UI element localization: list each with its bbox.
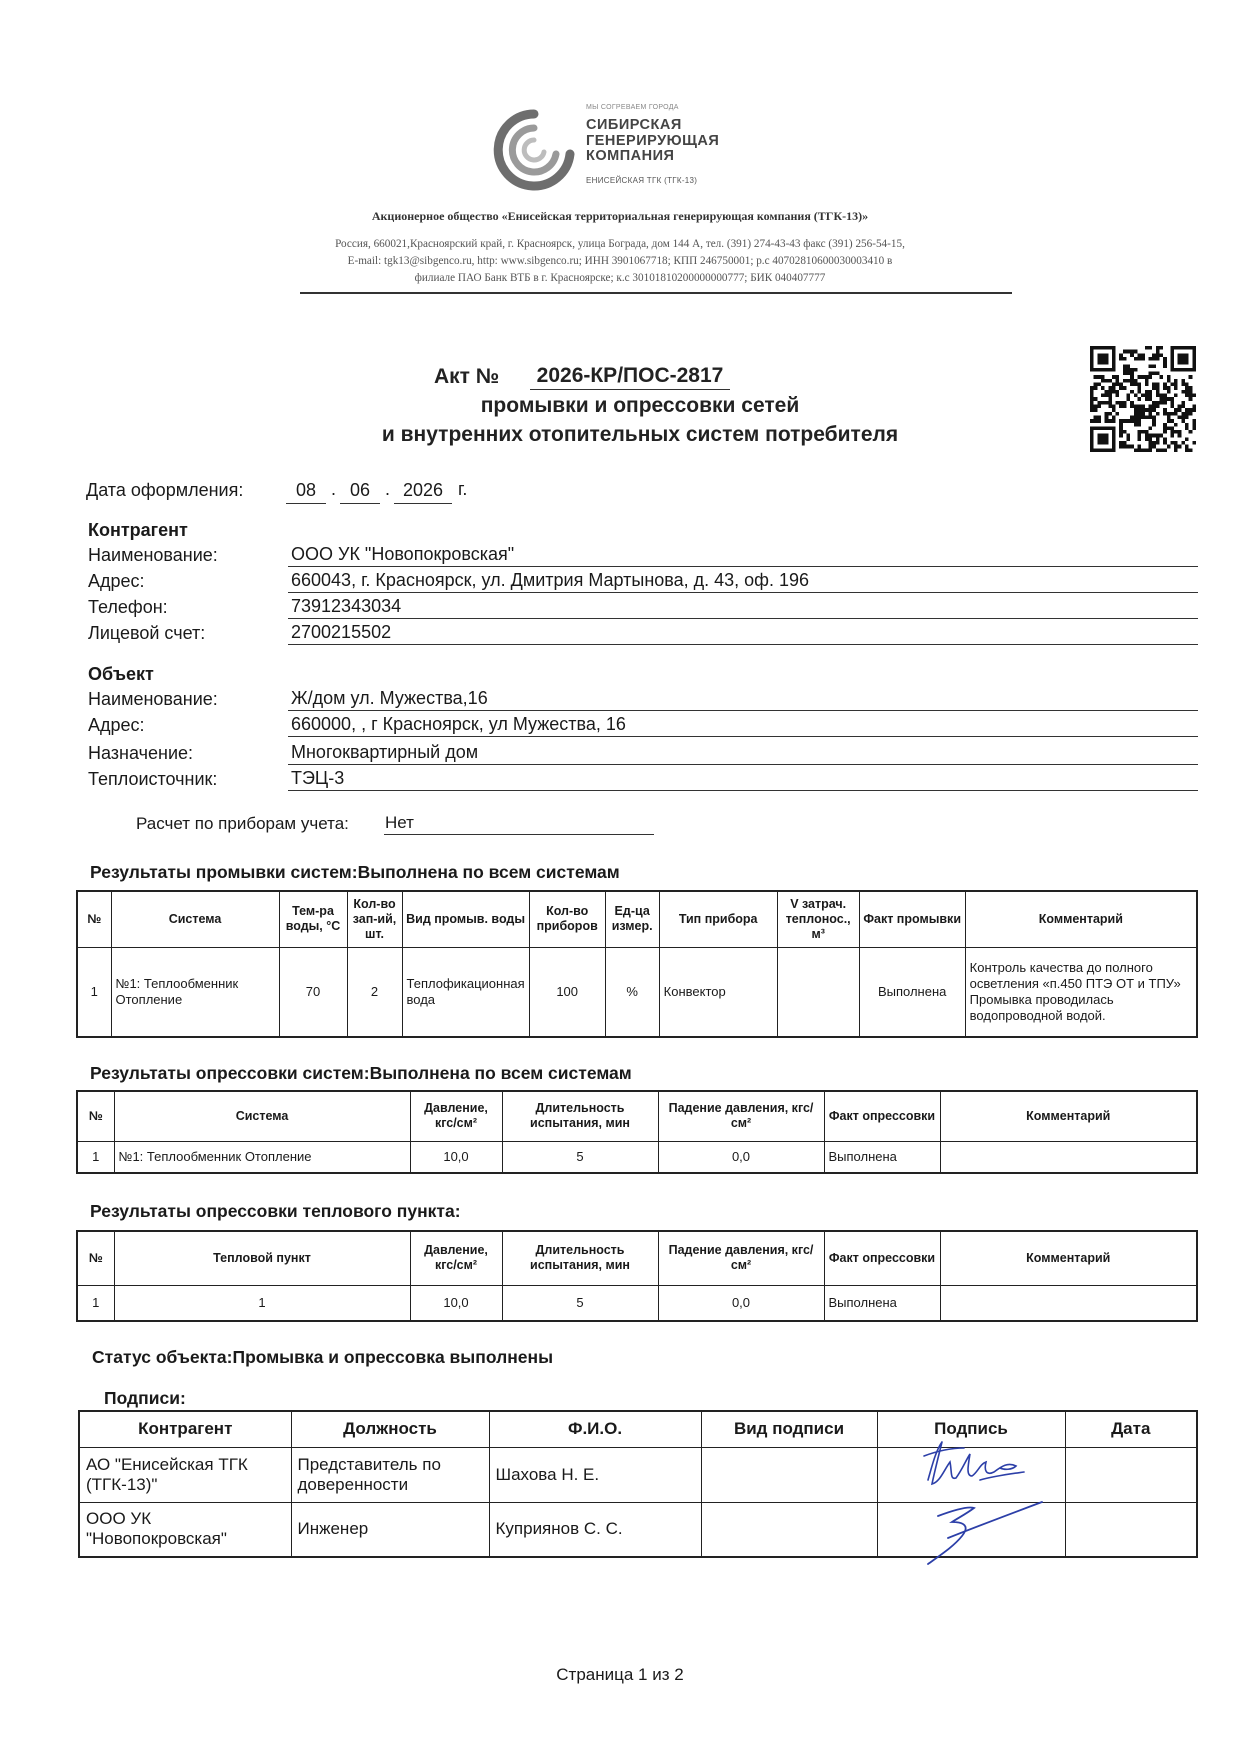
counterparty-address: 660043, г. Красноярск, ул. Дмитрия Мартынова, д. 43, оф. 196 — [288, 568, 1198, 593]
table-row: АО "Енисейская ТГК (ТГК-13)" Представитель по доверенности Шахова Н. Е. — [79, 1447, 1197, 1502]
logo-tagline: МЫ СОГРЕВАЕМ ГОРОДА — [586, 104, 679, 111]
counterparty-account: 2700215502 — [288, 620, 1198, 645]
object-purpose: Многоквартирный дом — [288, 740, 1198, 765]
flush-results-heading: Результаты промывки систем:Выполнена по всем системам — [90, 862, 620, 882]
object-source: ТЭЦ-3 — [288, 766, 1198, 791]
counterparty-name: ООО УК "Новопокровская" — [288, 542, 1198, 567]
pressure-results-table: № Система Давление, кгс/см² Длительность испытания, мин Падение давления, кгс/см² Факт опрессовки Комментарий 1 №1: Теплообменник Отопление 10,0 5 0,0 Выполнена — [76, 1090, 1198, 1174]
signatures-table: Контрагент Должность Ф.И.О. Вид подписи Подпись Дата АО "Енисейская ТГК (ТГК-13)" Представитель по доверенности Шахова Н. Е. ООО УК "Новопокровская" Инженер Куприянов С. С. — [78, 1410, 1198, 1558]
counterparty-name-field: Наименование: ООО УК "Новопокровская" — [88, 542, 1198, 568]
date-label: Дата оформления: — [86, 480, 244, 500]
counterparty-address-field: Адрес: 660043, г. Красноярск, ул. Дмитрия Мартынова, д. 43, оф. 196 — [88, 568, 1198, 594]
heatpoint-results-heading: Результаты опрессовки теплового пункта: — [90, 1201, 461, 1221]
counterparty-phone: 73912343034 — [288, 594, 1198, 619]
flush-results-table: № Система Тем-ра воды, °С Кол-во зап-ий, шт. Вид промыв. воды Кол-во приборов Ед-ца измер. Тип прибора V затрач. теплонос., м³ Факт промывки Комментарий 1 №1: Теплообменник Отопление 70 2 Теплофикационная вода 100 % Конвектор Выполнена Контроль качества до полного осветления «п.450 ПТЭ ОТ и ТПУ» Промывка проводилась водопроводной водой. — [76, 890, 1198, 1038]
table-row: ООО УК "Новопокровская" Инженер Куприянов С. С. — [79, 1502, 1197, 1557]
page-number: Страница 1 из 2 — [556, 1665, 684, 1684]
counterparty-heading: Контрагент — [88, 520, 188, 540]
date-year: 2026 — [394, 478, 452, 504]
issue-date: Дата оформления: 08 . 06 . 2026 г. — [86, 478, 686, 506]
table-row: 1 1 10,0 5 0,0 Выполнена — [77, 1285, 1197, 1321]
object-source-field: Теплоисточник: ТЭЦ-3 — [88, 766, 1198, 792]
counterparty-account-field: Лицевой счет: 2700215502 — [88, 620, 1198, 646]
title-line-3: и внутренних отопительных систем потребителя — [381, 423, 899, 446]
object-address-field: Адрес: 660000, , г Красноярск, ул Мужества, 16 — [88, 712, 1198, 738]
meter-value: Нет — [384, 812, 654, 835]
logo-subtitle: ЕНИСЕЙСКАЯ ТГК (ТГК-13) — [586, 176, 698, 185]
title-line-2: промывки и опрессовки сетей — [480, 394, 800, 417]
company-full-name: Акционерное общество «Енисейская территориальная генерирующая компания (ТГК-13)» — [371, 209, 869, 223]
act-prefix: Акт № — [434, 365, 500, 388]
table-row: 1 №1: Теплообменник Отопление 10,0 5 0,0 Выполнена — [77, 1141, 1197, 1173]
object-address: 660000, , г Красноярск, ул Мужества, 16 — [288, 712, 1198, 737]
date-month: 06 — [340, 478, 380, 504]
handwritten-signature-1 — [920, 1436, 1030, 1494]
logo-name: СИБИРСКАЯ ГЕНЕРИРУЮЩАЯ КОМПАНИЯ — [586, 117, 720, 164]
qr-code-icon — [1090, 346, 1196, 452]
handwritten-signature-2 — [918, 1496, 1046, 1570]
signatures-heading: Подписи: — [104, 1388, 186, 1408]
company-logo — [492, 100, 752, 192]
date-day: 08 — [286, 478, 326, 504]
act-number: 2026-КР/ПОС-2817 — [530, 362, 730, 390]
date-suffix: г. — [458, 479, 468, 499]
heatpoint-results-table: № Тепловой пункт Давление, кгс/см² Длительность испытания, мин Падение давления, кгс/см² Факт опрессовки Комментарий 1 1 10,0 5 0,0 Выполнена — [76, 1230, 1198, 1322]
sgk-logo-icon — [492, 108, 576, 192]
counterparty-phone-field: Телефон: 73912343034 — [88, 594, 1198, 620]
letterhead-divider — [300, 292, 1012, 294]
company-details: Россия, 660021,Красноярский край, г. Красноярск, улица Бограда, дом 144 А, тел. (391) 274-43-43 факс (391) 256-54-15, E-mail: tgk13@sibgenco.ru, http: www.sibgenco.ru; ИНН 3901067718; КПП 246750001; р.с 40702810600030003410 в филиале ПАО Банк ВТБ в г. Красноярске; к.с 30101810200000000777; БИК 040407777 — [335, 238, 905, 284]
table-row: 1 №1: Теплообменник Отопление 70 2 Теплофикационная вода 100 % Конвектор Выполнена Контроль качества до полного осветления «п.450 ПТЭ ОТ и ТПУ» Промывка проводилась водопроводной водой. — [77, 947, 1197, 1037]
object-name-field: Наименование: Ж/дом ул. Мужества,16 — [88, 686, 1198, 712]
object-status: Статус объекта:Промывка и опрессовка выполнены — [92, 1347, 554, 1367]
document-title — [300, 362, 980, 449]
pressure-results-heading: Результаты опрессовки систем:Выполнена по всем системам — [90, 1063, 632, 1083]
object-heading: Объект — [88, 664, 154, 684]
object-name: Ж/дом ул. Мужества,16 — [288, 686, 1198, 711]
meter-calculation: Расчет по приборам учета: Нет — [136, 814, 349, 834]
object-purpose-field: Назначение: Многоквартирный дом — [88, 740, 1198, 766]
